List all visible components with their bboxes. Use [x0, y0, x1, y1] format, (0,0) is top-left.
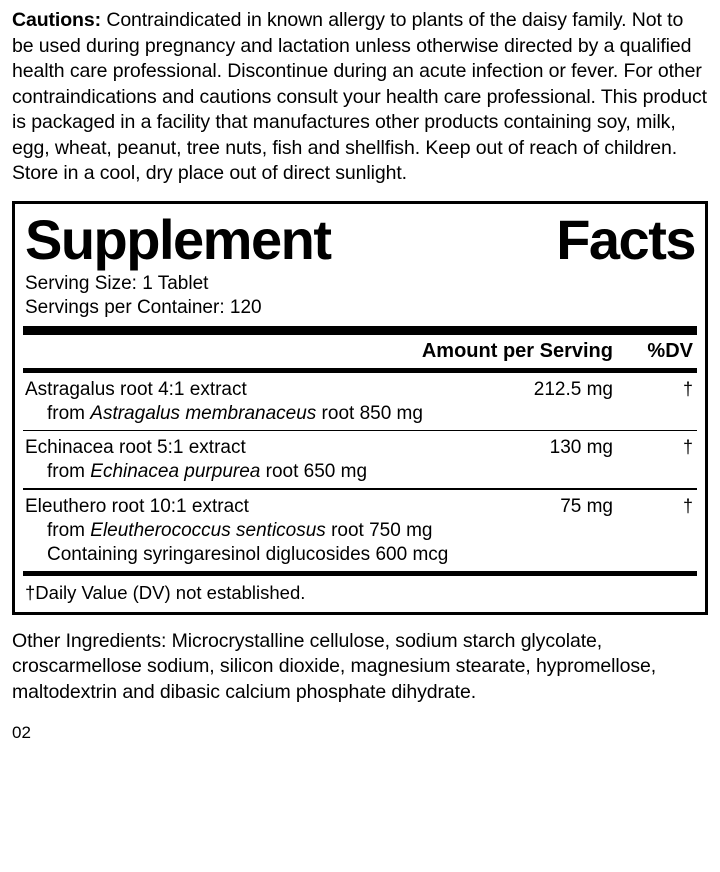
page-number: 02 — [12, 723, 31, 742]
subline-pre: Containing syringaresinol diglucosides 600 mcg — [47, 543, 449, 565]
header-amount-per-serving: Amount per Serving — [421, 339, 613, 362]
subline-pre: from — [47, 461, 91, 482]
header-nutrient — [25, 340, 313, 362]
subline-latin-name: Eleutherococcus senticosus — [90, 519, 326, 541]
nutrient-dv: † — [682, 495, 693, 516]
divider-thick-top — [23, 326, 697, 335]
table-row — [23, 490, 697, 571]
subline-post: root 650 mg — [260, 461, 368, 482]
table-row — [23, 431, 697, 488]
nutrient-subline — [25, 519, 695, 543]
cautions-paragraph — [12, 8, 708, 187]
subline-pre: from — [47, 519, 91, 541]
header-percent-dv: %DV — [647, 339, 693, 362]
servings-per-container: Servings per Container: 120 — [25, 296, 262, 318]
nutrient-name: Echinacea root 5:1 extract — [25, 437, 246, 458]
nutrient-main-line — [25, 377, 695, 402]
cautions-heading: Cautions: — [12, 9, 102, 31]
nutrient-subline — [25, 460, 695, 484]
nutrient-dv: † — [682, 437, 693, 457]
nutrient-main-line — [25, 494, 695, 519]
dv-footnote: †Daily Value (DV) not established. — [25, 581, 306, 603]
subline-post: root 850 mg — [316, 402, 423, 424]
supplement-facts-title-right: Facts — [556, 207, 695, 271]
serving-size: Serving Size: 1 Tablet — [25, 272, 209, 294]
nutrient-name: Eleuthero root 10:1 extract — [25, 495, 249, 517]
nutrient-main-line — [25, 435, 695, 460]
table-header-row — [23, 335, 697, 368]
cautions-text: Contraindicated in known allergy to plants of the daisy family. Not to be used during pregnancy and lactation unless otherwise directed by a qualified health care professional. Discontinue during an acute infection or fever. For other contraindications and cautions consult your health care professional. This product is packaged in a facility that manufactures other products containing soy, milk, egg, wheat, peanut, tree nuts, fish and shellfish. Keep out of reach of children. Store in a cool, dry place out of direct sunlight. — [12, 9, 707, 184]
subline-latin-name: Astragalus membranaceus — [90, 402, 317, 424]
other-ingredients: Other Ingredients: Microcrystalline cellulose, sodium starch glycolate, croscarmellose sodium, silicon dioxide, magnesium stearate, hypromellose, maltodextrin and dibasic calcium phosphate dihydrate. — [12, 629, 657, 703]
subline-latin-name: Echinacea purpurea — [90, 461, 261, 482]
subline-pre: from — [47, 402, 91, 424]
nutrient-name: Astragalus root 4:1 extract — [25, 378, 247, 400]
nutrient-subline — [25, 402, 695, 426]
subline-post: root 750 mg — [325, 519, 433, 541]
supplement-facts-title — [23, 207, 697, 272]
nutrient-dv: † — [682, 378, 693, 399]
nutrient-amount: 212.5 mg — [533, 378, 613, 400]
supplement-facts-panel — [12, 201, 708, 615]
nutrient-amount: 130 mg — [549, 437, 613, 458]
supplement-facts-title-left: Supplement — [25, 207, 331, 271]
table-row — [23, 373, 697, 430]
nutrient-subline — [25, 543, 695, 567]
nutrient-amount: 75 mg — [560, 495, 613, 517]
